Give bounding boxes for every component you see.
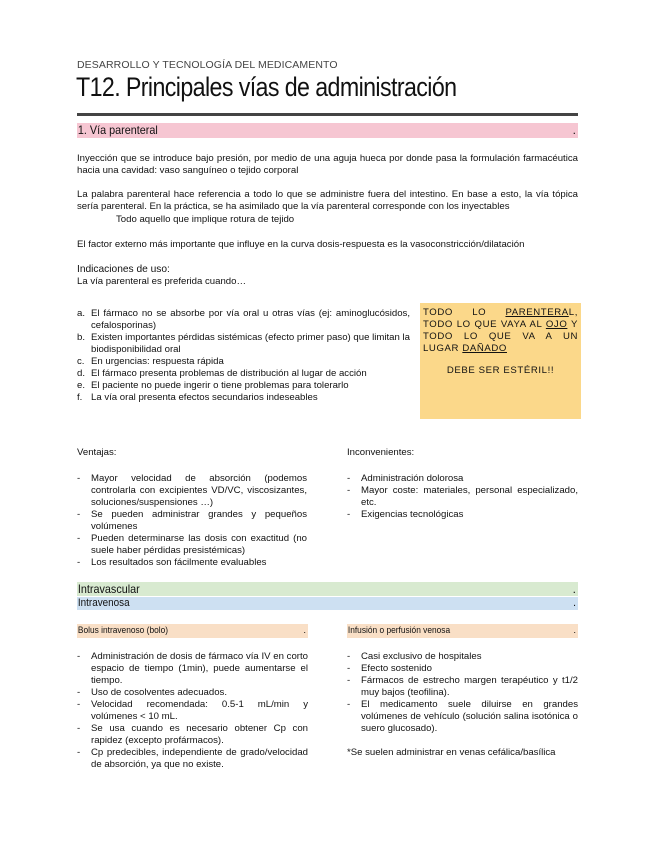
infusion-note: *Se suelen administrar en venas cefálica/basílica bbox=[347, 747, 556, 758]
list-item: - Pueden determinarse las dosis con exactitud (no suele haber pérdidas presistémicas) bbox=[77, 533, 307, 556]
list-item: c. En urgencias: respuesta rápida bbox=[77, 356, 224, 367]
indications-list bbox=[77, 308, 410, 404]
intro-paragraph-1: Inyección que se introduce bajo presión, por medio de una aguja hueca por donde pasa la formulación farmacéutica hacia una cavidad: vaso sanguíneo o tejido corporal bbox=[77, 153, 578, 176]
bolus-list bbox=[77, 651, 308, 771]
section-heading-dot: . bbox=[572, 582, 576, 596]
list-item: - El medicamento suele diluirse en grandes volúmenes de vehículo (solución salina isotónica o suero glucosado). bbox=[347, 699, 578, 734]
list-item: - Exigencias tecnológicas bbox=[347, 509, 464, 520]
subsection-heading-label: Infusión o perfusión venosa bbox=[347, 625, 451, 636]
section-heading-intravascular bbox=[77, 582, 578, 596]
intro-paragraph-2-indent: Todo aquello que implique rotura de tejido bbox=[116, 214, 295, 225]
list-item: - Administración dolorosa bbox=[347, 473, 464, 484]
section-heading-dot: . bbox=[572, 597, 576, 609]
section-heading-dot: . bbox=[572, 123, 576, 137]
list-item: d. El fármaco presenta problemas de distribución al lugar de acción bbox=[77, 368, 367, 379]
list-item: b. Existen importantes pérdidas sistémicas (efecto primer paso) que limitan la biodisponibilidad oral bbox=[77, 332, 410, 355]
list-item: - Velocidad recomendada: 0.5-1 mL/min y volúmenes < 10 mL. bbox=[77, 699, 308, 722]
list-item: f. La vía oral presenta efectos secundarios indeseables bbox=[77, 392, 318, 403]
subsection-heading-dot: . bbox=[573, 625, 576, 636]
list-item: - Mayor velocidad de absorción (podemos controlarla con excipientes VD/VC, viscosizantes, soluciones/suspensiones …) bbox=[77, 473, 307, 508]
list-item: - Se usa cuando es necesario obtener Cp con rapidez (excepto profármacos). bbox=[77, 723, 308, 746]
list-item: - Cp predecibles, independiente de grado/velocidad de absorción, ya que no existe. bbox=[77, 747, 308, 770]
title-rule bbox=[77, 113, 578, 116]
list-item: - Administración de dosis de fármaco vía IV en corto espacio de tiempo (1min), puede aumentarse el tiempo. bbox=[77, 651, 308, 686]
advantages-list bbox=[77, 473, 307, 569]
list-item: a. El fármaco no se absorbe por vía oral u otras vías (ej: aminoglucósidos, cefalosporinas) bbox=[77, 308, 410, 331]
section-heading-parenteral bbox=[77, 123, 578, 138]
list-item: - Fármacos de estrecho margen terapéutico y t1/2 muy bajos (teofilina). bbox=[347, 675, 578, 698]
infusion-list bbox=[347, 651, 578, 735]
disadvantages-heading: Inconvenientes: bbox=[347, 447, 415, 458]
list-item: - Efecto sostenido bbox=[347, 663, 432, 674]
subsection-heading-bolus bbox=[77, 624, 308, 638]
disadvantages-list bbox=[347, 473, 578, 521]
section-heading-label: 1. Vía parenteral bbox=[77, 123, 158, 137]
advantages-heading: Ventajas: bbox=[77, 447, 117, 458]
subsection-heading-dot: . bbox=[303, 625, 306, 636]
document-subject: DESARROLLO Y TECNOLOGÍA DEL MEDICAMENTO bbox=[77, 59, 338, 71]
indications-heading: Indicaciones de uso: bbox=[77, 264, 170, 275]
list-item: - Se pueden administrar grandes y pequeños volúmenes bbox=[77, 509, 307, 532]
list-item: - Uso de cosolventes adecuados. bbox=[77, 687, 227, 698]
section-heading-label: Intravascular bbox=[77, 582, 140, 596]
list-item: - Los resultados son fácilmente evaluables bbox=[77, 557, 267, 568]
subsection-heading-infusion bbox=[347, 624, 578, 638]
list-item: e. El paciente no puede ingerir o tiene problemas para tolerarlo bbox=[77, 380, 349, 391]
subsection-heading-label: Bolus intravenoso (bolo) bbox=[77, 625, 169, 636]
list-item: - Casi exclusivo de hospitales bbox=[347, 651, 482, 662]
callout-text: TODO LO PARENTERAL, TODO LO QUE VAYA AL OJO Y TODO LO QUE VA A UN LUGAR DAÑADO bbox=[423, 307, 579, 354]
sterility-callout bbox=[420, 303, 581, 419]
callout-emphasis: DEBE SER ESTÉRIL!! bbox=[446, 365, 555, 376]
document-title: T12. Principales vías de administración bbox=[76, 72, 457, 102]
intro-paragraph-3: El factor externo más importante que influye en la curva dosis-respuesta es la vasoconstricción/dilatación bbox=[77, 239, 525, 250]
intro-paragraph-2: La palabra parenteral hace referencia a todo lo que se administre fuera del intestino. En base a esto, la vía tópica sería parenteral. En la práctica, se ha asimilado que la vía parenteral corresponde con los inyectables bbox=[77, 189, 578, 212]
indications-lead: La vía parenteral es preferida cuando… bbox=[77, 276, 247, 287]
list-item: - Mayor coste: materiales, personal especializado, etc. bbox=[347, 485, 578, 508]
section-heading-label: Intravenosa bbox=[77, 597, 130, 609]
section-heading-intravenosa bbox=[77, 597, 578, 610]
